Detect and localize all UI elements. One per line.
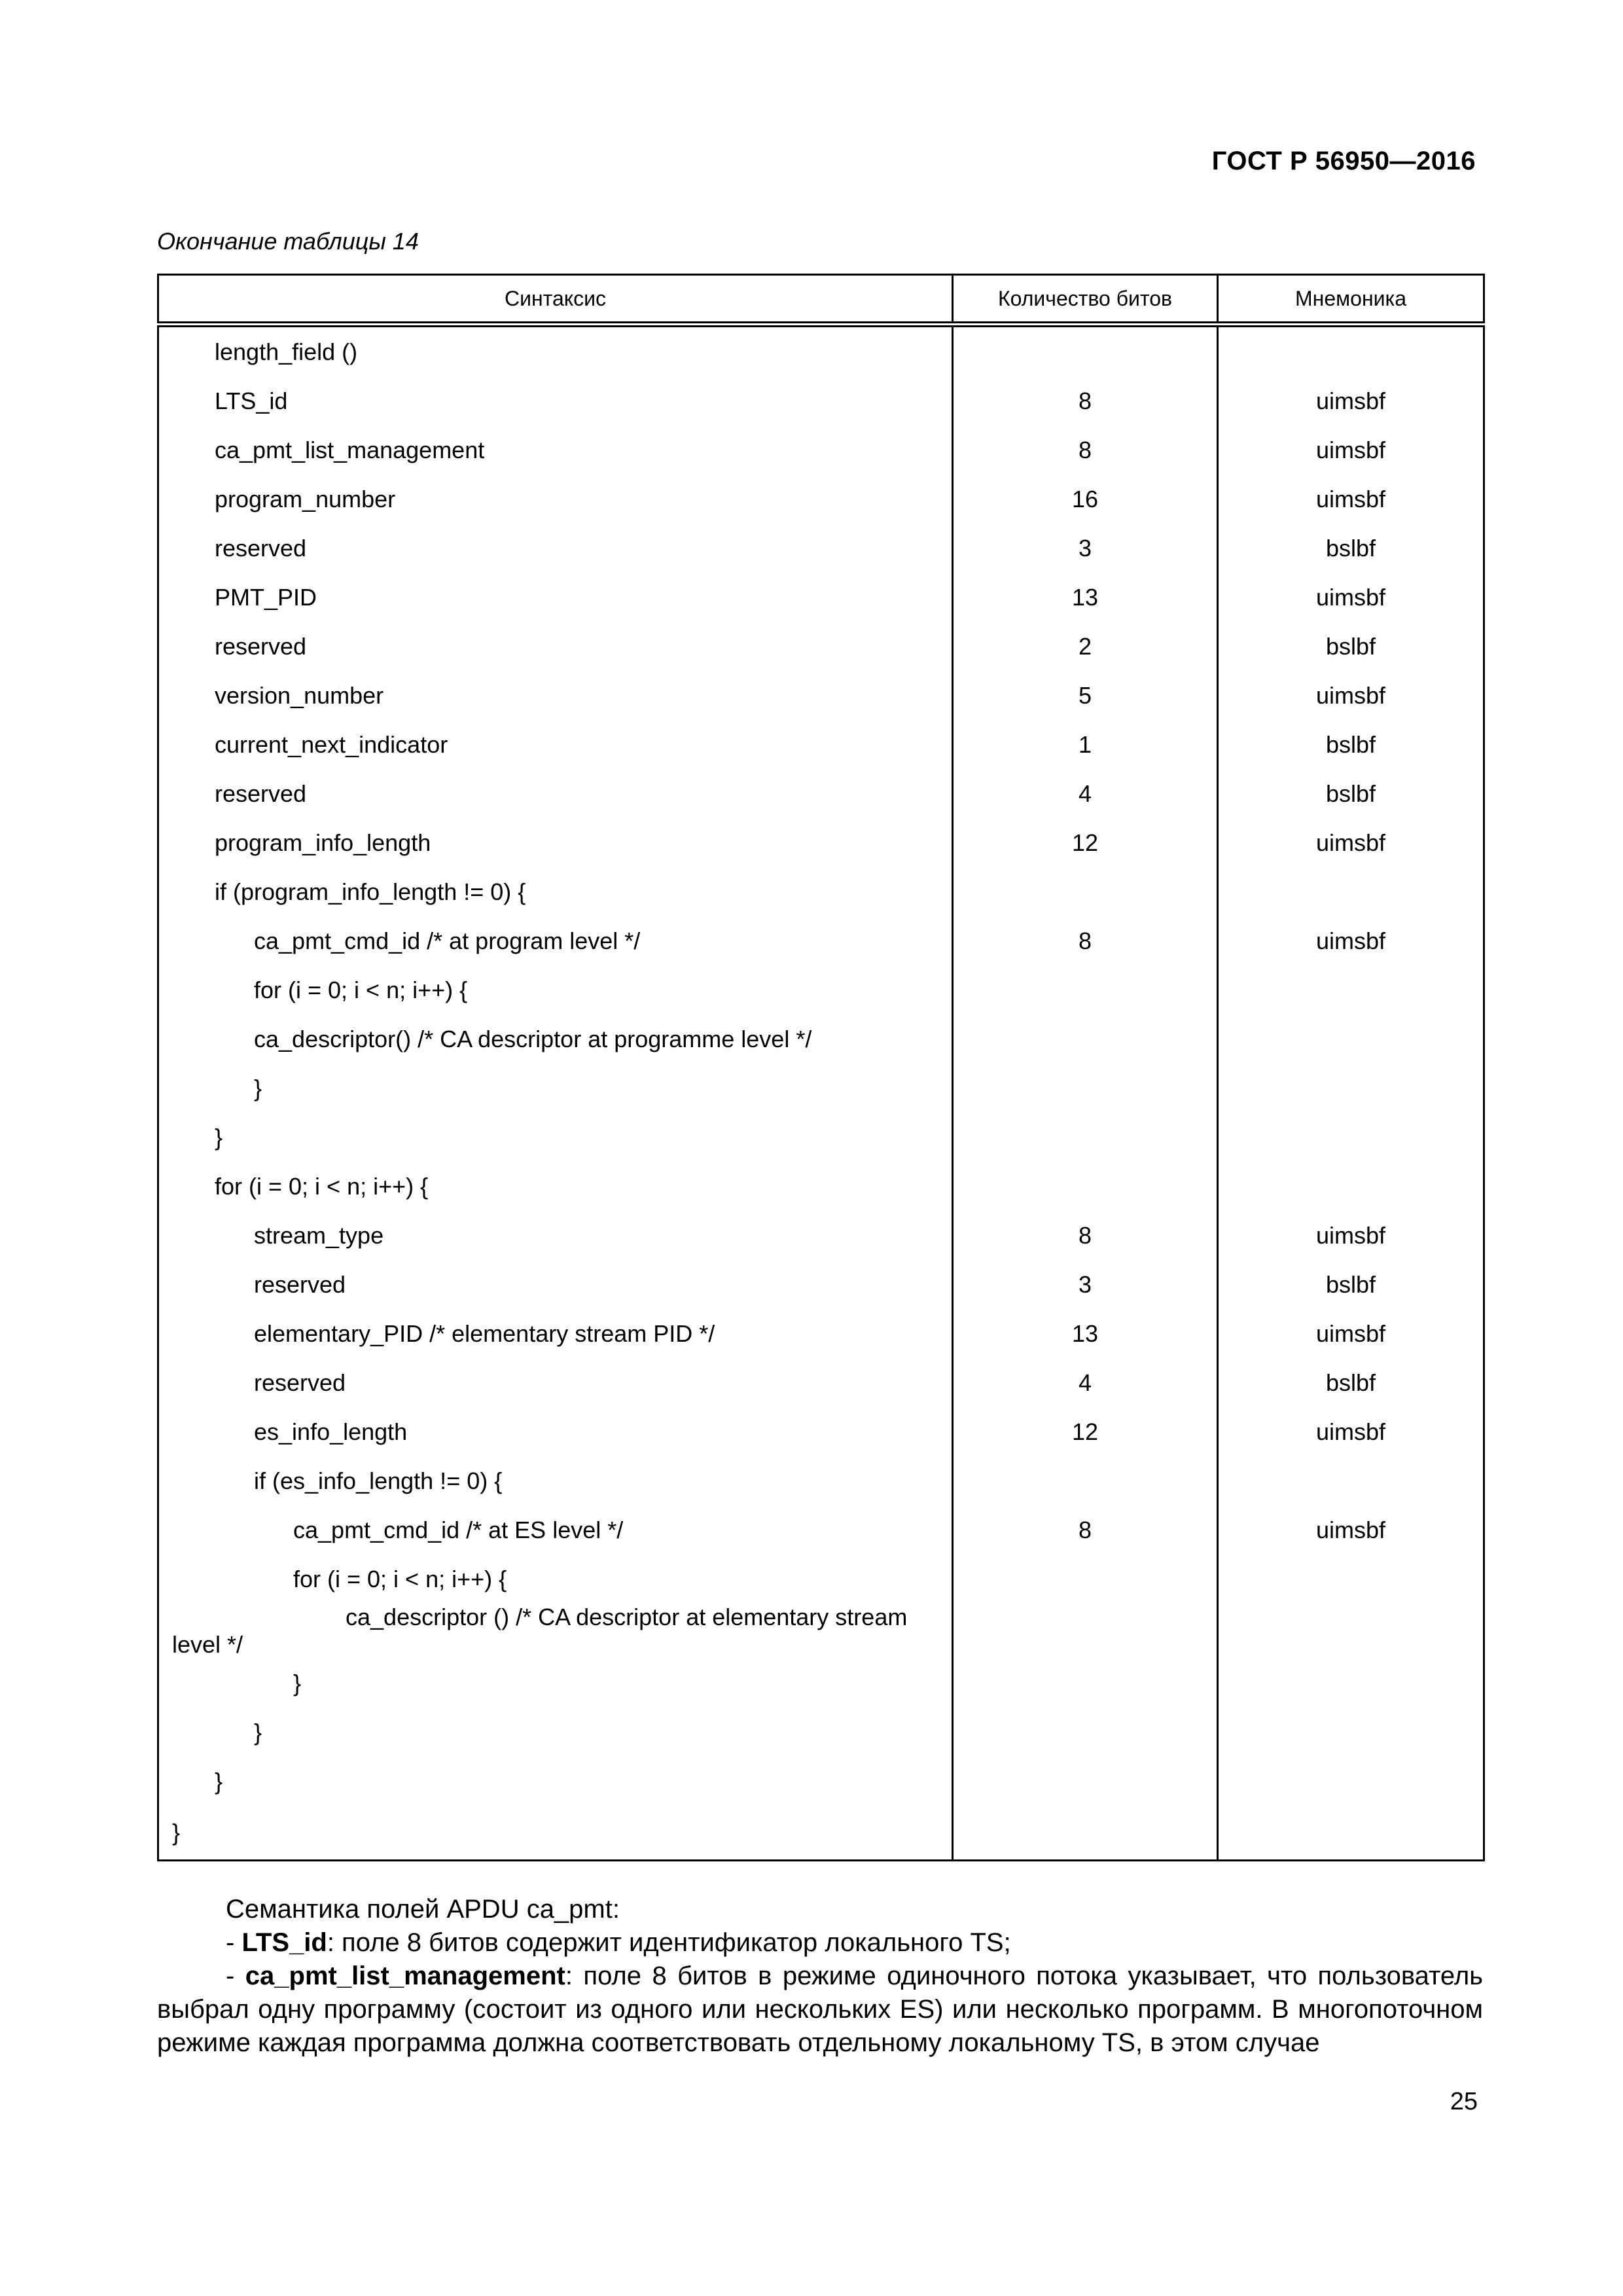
bits-cell: 8 — [953, 916, 1218, 965]
table-row — [158, 916, 1484, 965]
bits-cell — [953, 1708, 1218, 1757]
table-row — [158, 376, 1484, 425]
bits-cell — [953, 1659, 1218, 1708]
mnemonic-cell — [1218, 1757, 1484, 1806]
syntax-cell: reserved — [158, 1260, 953, 1309]
semantics-text — [157, 1893, 1483, 2060]
bits-cell — [953, 1757, 1218, 1806]
bits-cell: 1 — [953, 720, 1218, 769]
mnemonic-cell: uimsbf — [1218, 573, 1484, 622]
semantics-intro: Семантика полей APDU ca_pmt: — [226, 1895, 620, 1924]
syntax-cell: program_info_length — [158, 818, 953, 867]
mnemonic-cell: uimsbf — [1218, 425, 1484, 475]
table-row — [158, 1064, 1484, 1113]
syntax-cell: es_info_length — [158, 1407, 953, 1456]
table-row — [158, 425, 1484, 475]
table-row — [158, 1604, 1484, 1659]
syntax-cell: program_number — [158, 475, 953, 524]
mnemonic-cell: uimsbf — [1218, 376, 1484, 425]
syntax-cell — [158, 1604, 953, 1659]
mnemonic-cell — [1218, 1064, 1484, 1113]
syntax-table-container — [157, 274, 1483, 1861]
syntax-cell: stream_type — [158, 1211, 953, 1260]
table-row — [158, 524, 1484, 573]
mnemonic-cell — [1218, 1113, 1484, 1162]
mnemonic-cell — [1218, 1554, 1484, 1604]
bits-cell: 13 — [953, 1309, 1218, 1358]
bits-cell — [953, 1162, 1218, 1211]
column-header-syntax: Синтаксис — [158, 275, 953, 325]
table-row — [158, 1708, 1484, 1757]
mnemonic-cell: bslbf — [1218, 769, 1484, 818]
syntax-cell: ca_descriptor() /* CA descriptor at programme level */ — [158, 1014, 953, 1064]
syntax-line: level */ — [172, 1631, 243, 1658]
mnemonic-cell — [1218, 1659, 1484, 1708]
mnemonic-cell: bslbf — [1218, 1358, 1484, 1407]
semantics-item-list-management — [157, 1960, 1483, 2060]
mnemonic-cell — [1218, 1604, 1484, 1659]
bits-cell — [953, 325, 1218, 377]
mnemonic-cell — [1218, 1806, 1484, 1861]
table-row — [158, 1806, 1484, 1861]
column-header-bits: Количество битов — [953, 275, 1218, 325]
list-dash: - — [226, 1962, 245, 1990]
syntax-cell: } — [158, 1659, 953, 1708]
bits-cell — [953, 1456, 1218, 1505]
table-row — [158, 1757, 1484, 1806]
bits-cell — [953, 867, 1218, 916]
table-row — [158, 325, 1484, 377]
mnemonic-cell — [1218, 965, 1484, 1014]
table-row — [158, 1456, 1484, 1505]
table-row — [158, 1358, 1484, 1407]
syntax-cell: } — [158, 1064, 953, 1113]
table-row — [158, 769, 1484, 818]
mnemonic-cell: uimsbf — [1218, 1211, 1484, 1260]
table-row — [158, 622, 1484, 671]
syntax-cell: } — [158, 1113, 953, 1162]
syntax-cell: } — [158, 1757, 953, 1806]
standard-designation: ГОСТ Р 56950—2016 — [1211, 147, 1476, 175]
table-row — [158, 475, 1484, 524]
table-row — [158, 1162, 1484, 1211]
list-dash: - — [226, 1928, 242, 1957]
table-row — [158, 1014, 1484, 1064]
bits-cell: 8 — [953, 1211, 1218, 1260]
mnemonic-cell: uimsbf — [1218, 671, 1484, 720]
mnemonic-cell — [1218, 1162, 1484, 1211]
bits-cell: 8 — [953, 376, 1218, 425]
table-row — [158, 1554, 1484, 1604]
syntax-cell: ca_pmt_cmd_id /* at program level */ — [158, 916, 953, 965]
mnemonic-cell: bslbf — [1218, 524, 1484, 573]
mnemonic-cell: uimsbf — [1218, 916, 1484, 965]
table-row — [158, 1659, 1484, 1708]
mnemonic-cell — [1218, 867, 1484, 916]
table-row — [158, 573, 1484, 622]
bits-cell: 8 — [953, 425, 1218, 475]
syntax-cell: for (i = 0; i < n; i++) { — [158, 1554, 953, 1604]
syntax-cell: for (i = 0; i < n; i++) { — [158, 965, 953, 1014]
bits-cell: 12 — [953, 1407, 1218, 1456]
semantics-item-lts-id — [157, 1926, 1483, 1960]
table-row — [158, 720, 1484, 769]
table-row — [158, 867, 1484, 916]
field-term: ca_pmt_list_management — [245, 1962, 565, 1990]
table-row — [158, 1309, 1484, 1358]
mnemonic-cell: uimsbf — [1218, 1309, 1484, 1358]
field-description: : поле 8 битов содержит идентификатор локального TS; — [327, 1928, 1011, 1957]
syntax-table — [157, 274, 1485, 1861]
bits-cell — [953, 965, 1218, 1014]
bits-cell: 5 — [953, 671, 1218, 720]
syntax-cell: reserved — [158, 1358, 953, 1407]
syntax-cell: if (es_info_length != 0) { — [158, 1456, 953, 1505]
syntax-cell: elementary_PID /* elementary stream PID */ — [158, 1309, 953, 1358]
bits-cell: 3 — [953, 1260, 1218, 1309]
bits-cell: 4 — [953, 769, 1218, 818]
syntax-cell: ca_pmt_list_management — [158, 425, 953, 475]
syntax-cell: reserved — [158, 524, 953, 573]
mnemonic-cell — [1218, 1014, 1484, 1064]
bits-cell — [953, 1806, 1218, 1861]
bits-cell — [953, 1113, 1218, 1162]
syntax-cell: LTS_id — [158, 376, 953, 425]
column-header-mnemonic: Мнемоника — [1218, 275, 1484, 325]
field-description: : поле 8 битов в режиме одиночного потока указывает, что пользователь выбрал одну программу (состоит из одного или нескольких ES) или несколько программ. В многопоточном режиме каждая программа должна соответствовать отдельному локальному TS, в этом случае — [157, 1962, 1484, 2057]
page-number: 25 — [1450, 2088, 1478, 2115]
table-row — [158, 1113, 1484, 1162]
table-row — [158, 1260, 1484, 1309]
table-row — [158, 1211, 1484, 1260]
bits-cell — [953, 1014, 1218, 1064]
mnemonic-cell — [1218, 325, 1484, 377]
syntax-cell: } — [158, 1806, 953, 1861]
mnemonic-cell: bslbf — [1218, 1260, 1484, 1309]
syntax-line: ca_descriptor () /* CA descriptor at elementary stream — [346, 1604, 908, 1630]
bits-cell: 2 — [953, 622, 1218, 671]
mnemonic-cell: uimsbf — [1218, 818, 1484, 867]
bits-cell: 4 — [953, 1358, 1218, 1407]
syntax-cell: reserved — [158, 769, 953, 818]
syntax-cell: for (i = 0; i < n; i++) { — [158, 1162, 953, 1211]
syntax-cell: ca_pmt_cmd_id /* at ES level */ — [158, 1505, 953, 1554]
bits-cell — [953, 1554, 1218, 1604]
syntax-cell: } — [158, 1708, 953, 1757]
table-row — [158, 671, 1484, 720]
mnemonic-cell: uimsbf — [1218, 475, 1484, 524]
syntax-cell: version_number — [158, 671, 953, 720]
table-caption: Окончание таблицы 14 — [157, 228, 419, 255]
table-header-row — [158, 275, 1484, 325]
mnemonic-cell — [1218, 1708, 1484, 1757]
syntax-cell: current_next_indicator — [158, 720, 953, 769]
bits-cell: 8 — [953, 1505, 1218, 1554]
bits-cell — [953, 1064, 1218, 1113]
bits-cell: 3 — [953, 524, 1218, 573]
table-row — [158, 1407, 1484, 1456]
table-row — [158, 965, 1484, 1014]
table-row — [158, 818, 1484, 867]
syntax-cell: if (program_info_length != 0) { — [158, 867, 953, 916]
mnemonic-cell: bslbf — [1218, 622, 1484, 671]
bits-cell: 13 — [953, 573, 1218, 622]
table-row — [158, 1505, 1484, 1554]
mnemonic-cell: uimsbf — [1218, 1505, 1484, 1554]
mnemonic-cell: uimsbf — [1218, 1407, 1484, 1456]
bits-cell: 12 — [953, 818, 1218, 867]
syntax-cell: length_field () — [158, 325, 953, 377]
mnemonic-cell: bslbf — [1218, 720, 1484, 769]
syntax-cell: PMT_PID — [158, 573, 953, 622]
bits-cell — [953, 1604, 1218, 1659]
field-term: LTS_id — [241, 1928, 327, 1957]
bits-cell: 16 — [953, 475, 1218, 524]
syntax-cell: reserved — [158, 622, 953, 671]
mnemonic-cell — [1218, 1456, 1484, 1505]
